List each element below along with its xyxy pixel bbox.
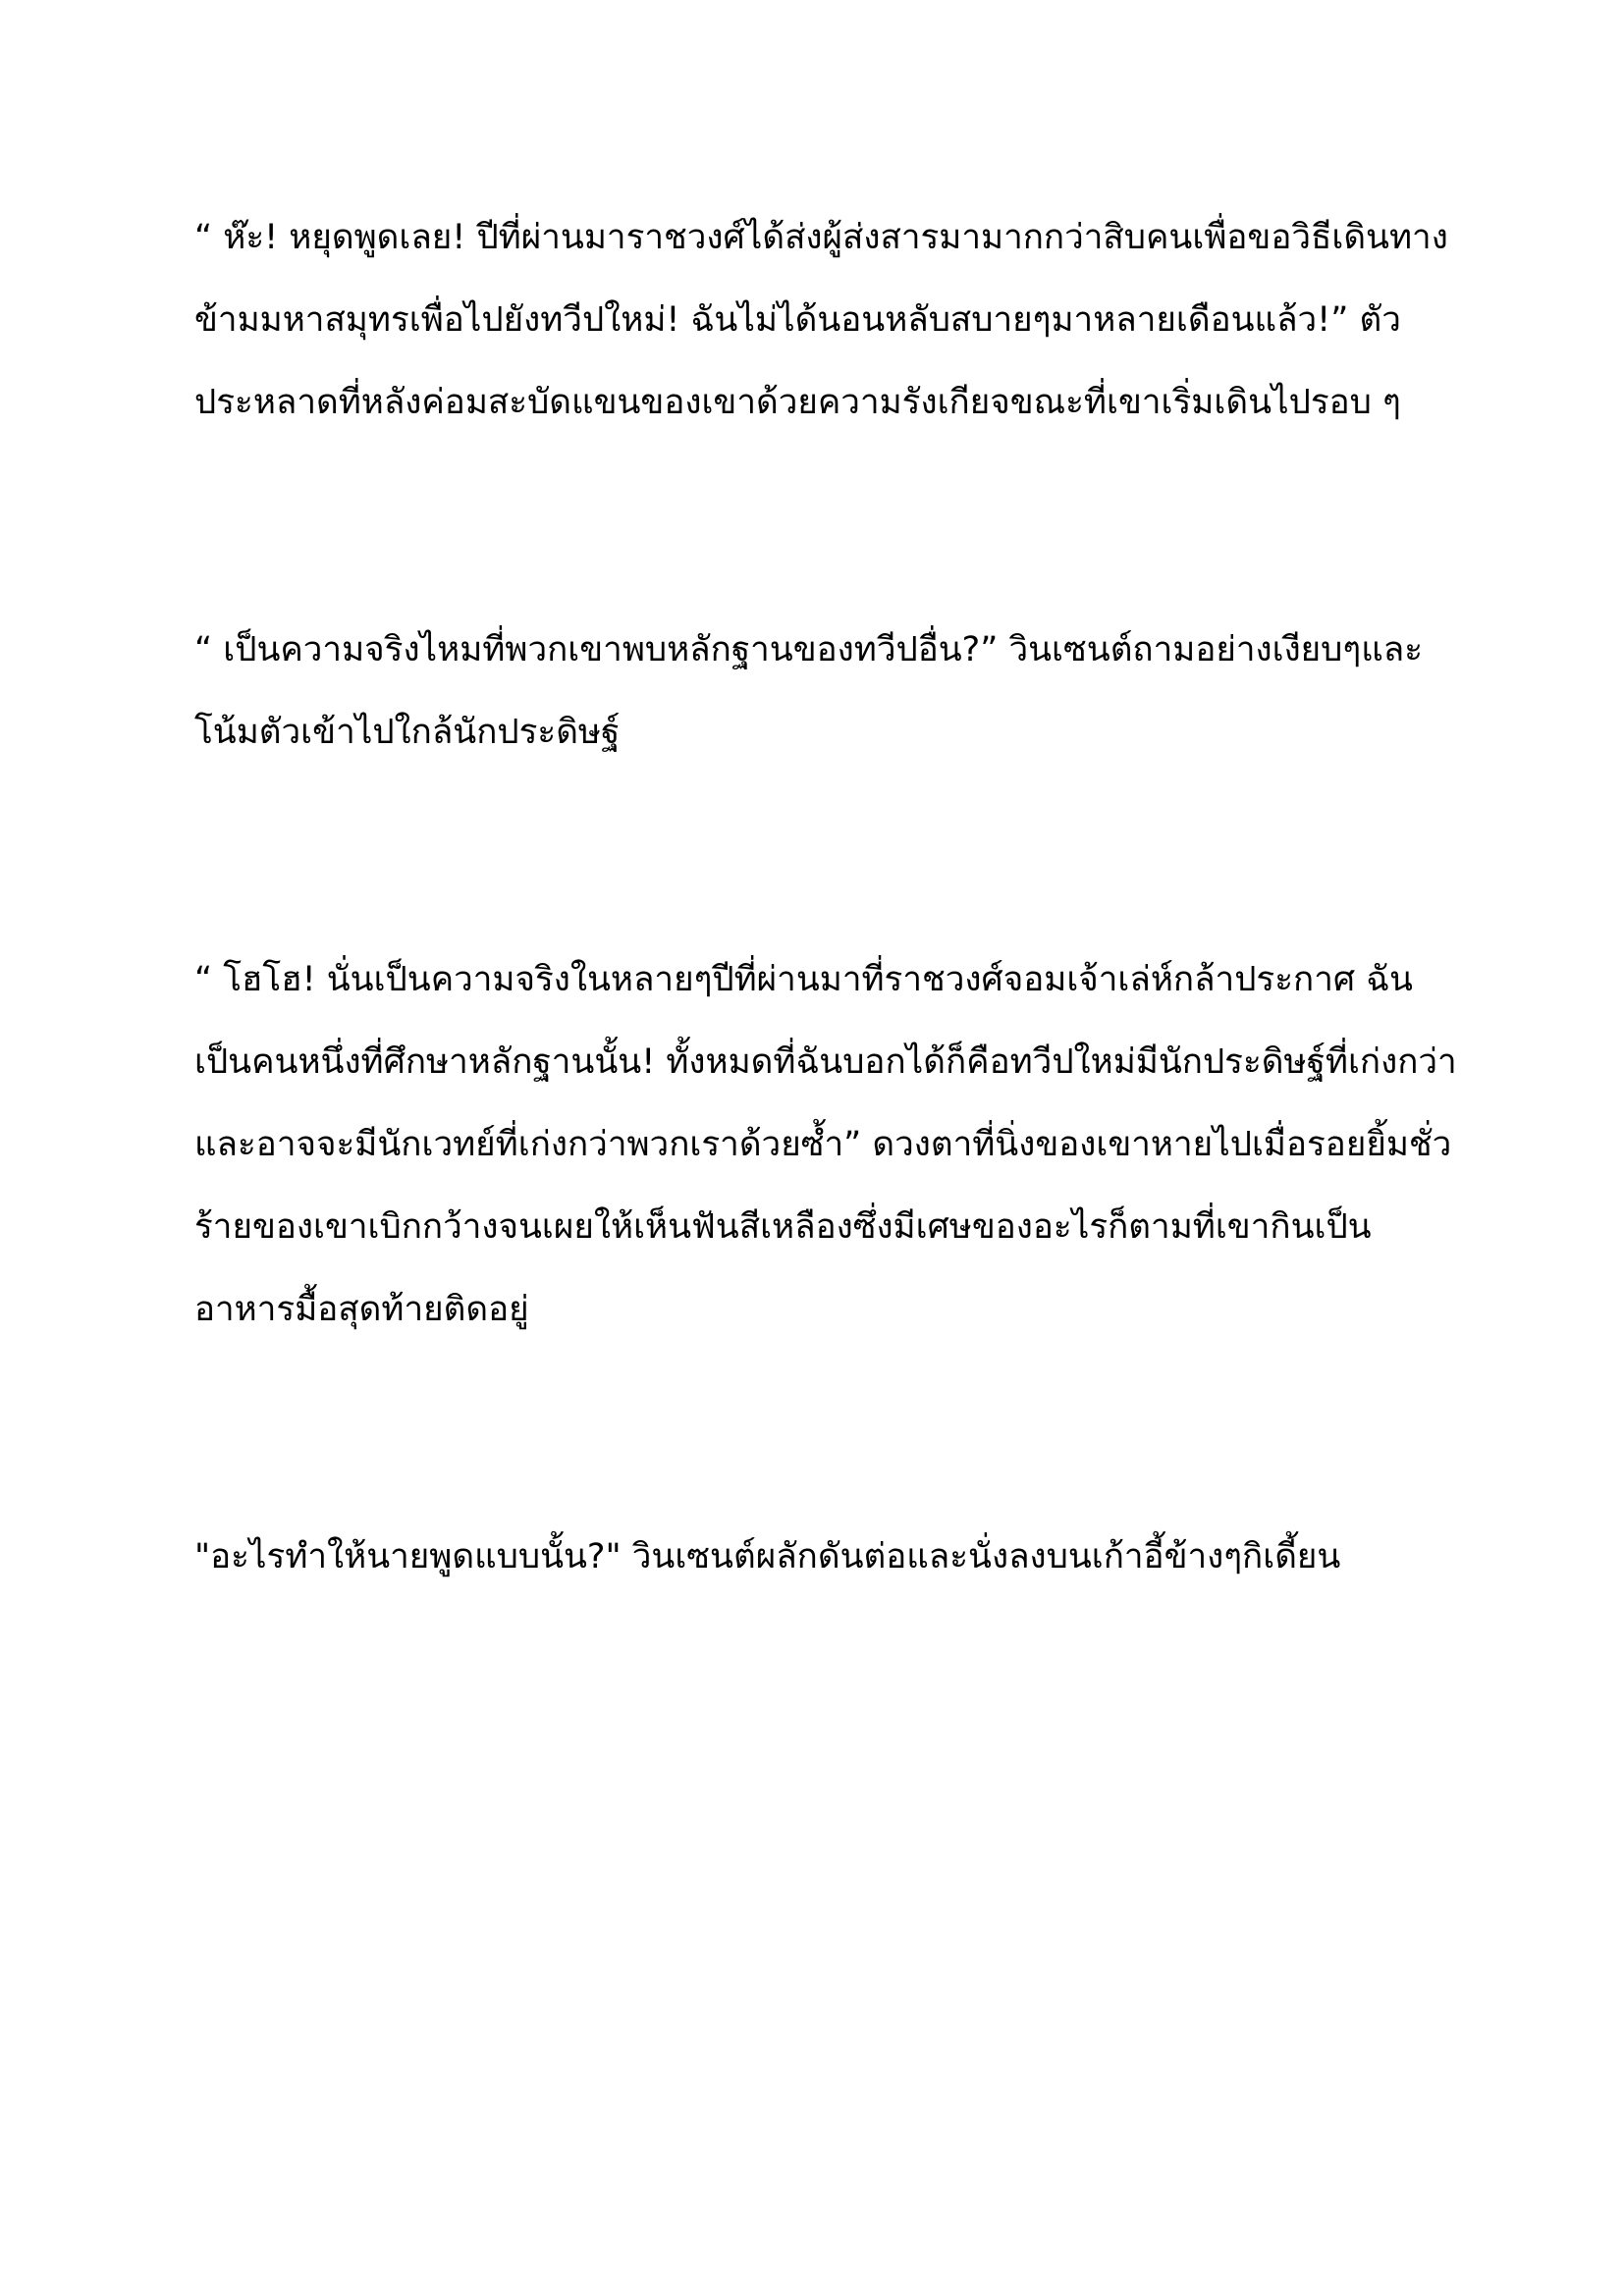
paragraph-2: “ เป็นความจริงไหมที่พวกเขาพบหลักฐานของทวีปอื่น?” วินเซนต์ถามอย่างเงียบๆและโน้มตัวเข้าไปใกล้นักประดิษฐ์ bbox=[194, 630, 1423, 752]
paragraph-3: “ โฮโฮ! นั่นเป็นความจริงในหลายๆปีที่ผ่านมาที่ราชวงศ์จอมเจ้าเล่ห์กล้าประกาศ ฉันเป็นคนหนึ่งที่ศึกษาหลักฐานนั้น! ทั้งหมดที่ฉันบอกได้ก็คือทวีปใหม่มีนักประดิษฐ์ที่เก่งกว่าและอาจจะมีนักเวทย์ที่เก่งกว่าพวกเราด้วยซ้ำ” ดวงตาที่นิ่งของเขาหายไปเมื่อรอยยิ้มชั่วร้ายของเขาเบิกกว้างจนเผยให้เห็นฟันสีเหลืองซึ่งมีเศษของอะไรก็ตามที่เขากินเป็นอาหารมื้อสุดท้ายติดอยู่ bbox=[194, 960, 1457, 1329]
paragraph-spacer bbox=[194, 1351, 1461, 1516]
paragraph-spacer bbox=[194, 774, 1461, 938]
paragraph-1: “ ห๊ะ! หยุดพูดเลย! ปีที่ผ่านมาราชวงศ์ได้ส่งผู้ส่งสารมามากกว่าสิบคนเพื่อขอวิธีเดินทางข้ามมหาสมุทรเพื่อไปยังทวีปใหม่! ฉันไม่ได้นอนหลับสบายๆมาหลายเดือนแล้ว!” ตัวประหลาดที่หลังค่อมสะบัดแขนของเขาด้วยความรังเกียจขณะที่เขาเริ่มเดินไปรอบ ๆ bbox=[194, 218, 1448, 422]
paragraph-4: "อะไรทำให้นายพูดแบบนั้น?" วินเซนต์ผลักดันต่อและนั่งลงบนเก้าอี้ข้างๆกิเดี้ยน bbox=[194, 1537, 1341, 1576]
paragraph-spacer bbox=[194, 444, 1461, 609]
document-body bbox=[194, 196, 1461, 1598]
